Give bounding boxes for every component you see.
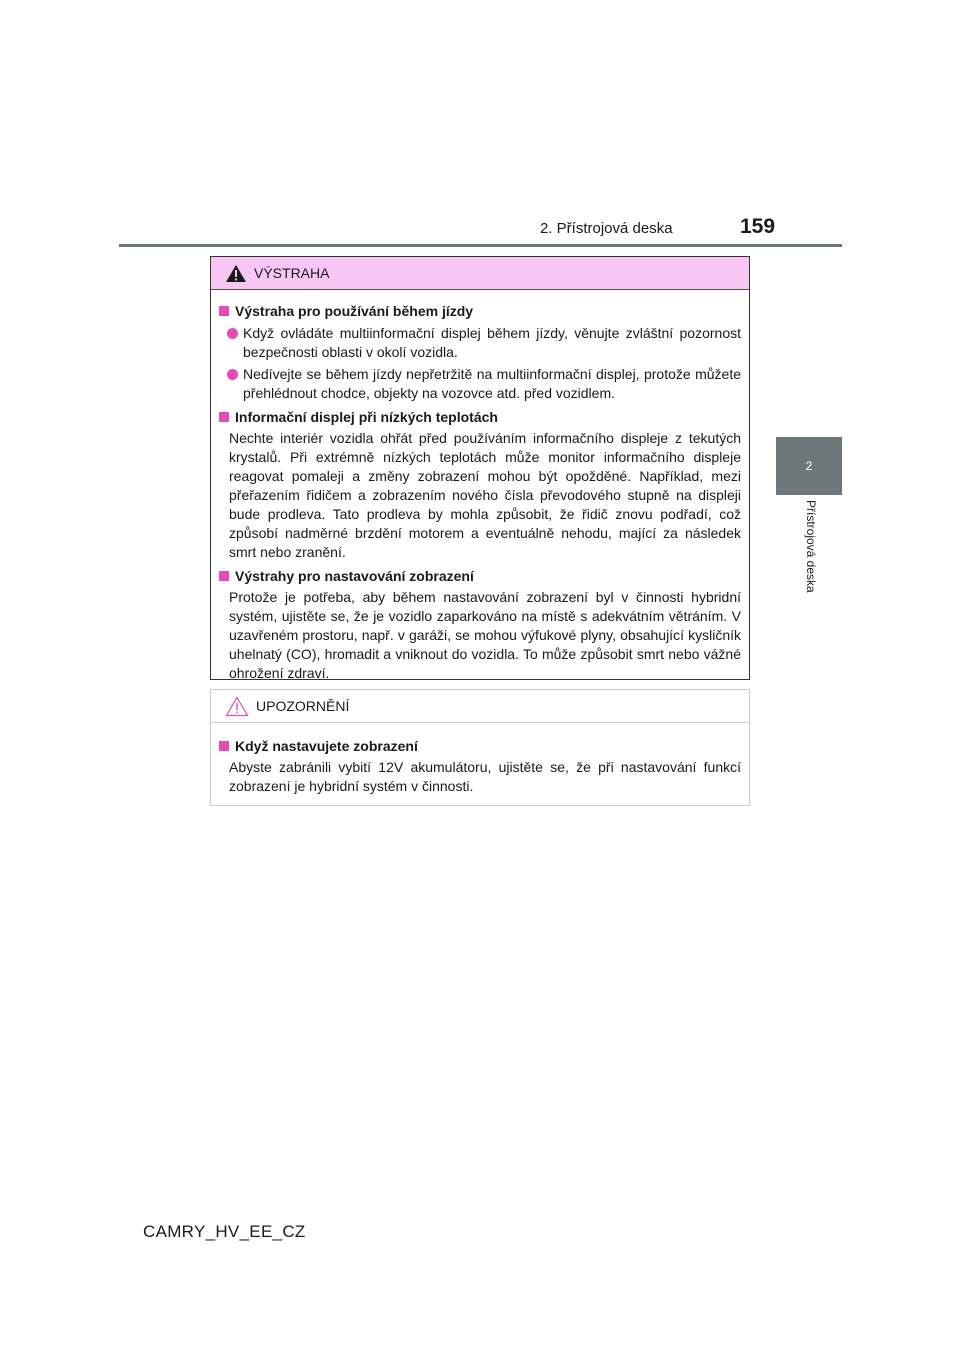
- section-heading: Výstrahy pro nastavování zobrazení: [219, 567, 741, 586]
- square-bullet-icon: [219, 741, 229, 751]
- warning-header: [211, 257, 749, 290]
- square-bullet-icon: [219, 306, 229, 316]
- round-bullet-icon: [227, 328, 238, 339]
- caution-header: [211, 690, 749, 723]
- caution-title: UPOZORNĚNÍ: [256, 698, 350, 714]
- chapter-title: 2. Přístrojová deska: [540, 220, 673, 237]
- section-heading: Informační displej při nízkých teplotách: [219, 408, 741, 427]
- caution-box: [210, 689, 750, 806]
- list-item: Nedívejte se během jízdy nepřetržitě na multiinformační displej, protože můžete přehlédnout chodce, objekty na vozovce atd. před vozidlem.: [219, 365, 741, 403]
- header-rule: [119, 244, 842, 247]
- caution-body: [211, 723, 749, 796]
- section-heading: Výstraha pro používání během jízdy: [219, 302, 741, 321]
- section-text: Protože je potřeba, aby během nastavování zobrazení byl v činnosti hybridní systém, ujistěte se, že je vozidlo zaparkováno na místě s adekvátním větráním. V uzavřeném prostoru, např. v garáži, se mohou výfukové plyny, obsahující kysličník uhelnatý (CO), hromadit a vniknout do vozidla. To může způsobit smrt nebo vážné ohrožení zdraví.: [229, 589, 741, 681]
- warning-box: [210, 256, 750, 680]
- square-bullet-icon: [219, 412, 229, 422]
- chapter-tab-label: Přístrojová deska: [804, 500, 818, 593]
- list-item: Když ovládáte multiinformační displej během jízdy, věnujte zvláštní pozornost bezpečnosti oblasti v okolí vozidla.: [219, 324, 741, 362]
- section-heading: Když nastavujete zobrazení: [219, 737, 741, 756]
- square-bullet-icon: [219, 571, 229, 581]
- caution-triangle-icon: [225, 696, 249, 717]
- section-text: Abyste zabránili vybití 12V akumulátoru, ujistěte se, že při nastavování funkcí zobrazení je hybridní systém v činnosti.: [229, 759, 741, 794]
- warning-body: [211, 290, 749, 683]
- chapter-tab: [776, 437, 842, 495]
- page-number: 159: [740, 215, 776, 238]
- document-code: CAMRY_HV_EE_CZ: [143, 1222, 306, 1241]
- chapter-tab-number: 2: [805, 459, 813, 473]
- round-bullet-icon: [227, 369, 238, 380]
- warning-triangle-icon: [225, 264, 247, 283]
- warning-title: VÝSTRAHA: [254, 265, 330, 281]
- section-text: Nechte interiér vozidla ohřát před používáním informačního displeje z tekutých krystalů. Při extrémně nízkých teplotách může monitor informačního displeje reagovat pomaleji a změny zobrazení mohou být opožděné. Například, mezi přeřazením řidičem a zobrazením nového čísla převodového stupně na displeji bude prodleva. Tato prodleva by mohla způsobit, že řidič znovu podřadí, což způsobí nadměrné brzdění motorem a eventuálně nehodu, mající za následek smrt nebo zranění.: [229, 430, 741, 560]
